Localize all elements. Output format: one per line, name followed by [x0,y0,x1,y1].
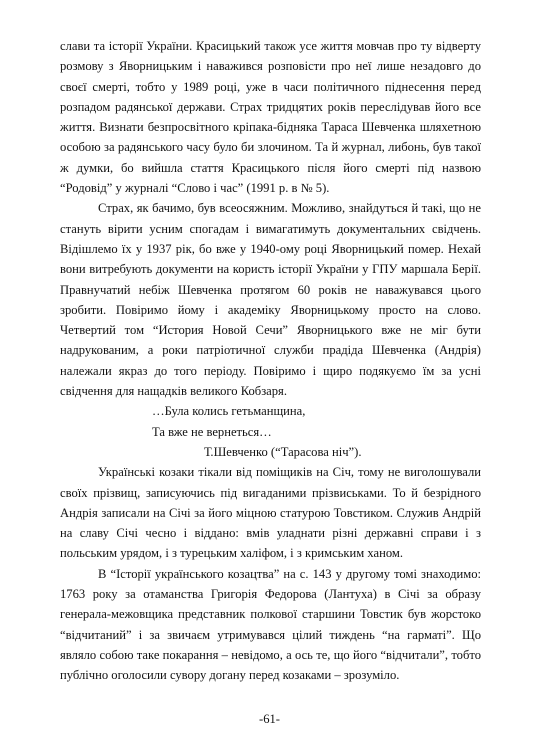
verse-line-2: Та вже не вернеться… [152,424,272,439]
verse-quote [60,401,481,442]
paragraph-2: Страх, як бачимо, був всеосяжним. Можливо, знайдуться й такі, що не стануть вірити усним спогадам і вимагатимуть документальних свідчень. Відішлемо їх у 1937 рік, бо вже у 1940-ому році Яворницький помер. Нехай вони витребують документи на користь історії України у ГПУ маршала Берії. Правнучатий небіж Шевченка протягом 60 років не наважувався цього зробити. Повіримо йому і академіку Яворницькому просто на слово. Четвертий том “История Новой Сечи” Яворницького вже не міг бути надрукованим, а роки патріотичної служби прадіда Шевченка (Андрія) належали якраз до того періоду. Повіримо і щиро подякуємо їм за усні свідчення для нащадків великого Кобзаря. [60,201,481,399]
paragraph-3: Українські козаки тікали від поміщиків на Січ, тому не виголошували своїх прізвищ, записуючись під вигаданими прізвиськами. То й безрідного Андрія записали на Січі за його міцною статурою Товстиком. Служив Андрій на славу Січі чесно і віддано: вмів уладнати різні державні справи і з польським урядом, і з турецьким халіфом, і з кримським ханом. [60,465,481,561]
page-number: -61- [259,712,280,726]
verse-line-1: …Була колись гетьманщина, [152,404,306,419]
paragraph-4: В “Історії українського козацтва” на с. 143 у другому томі знаходимо: 1763 року за отаманства Григорія Федорова (Лантуха) в Січі за образу генерала-межовщика представник полкової старшини Товстик був жорстоко “відчитаний” і за звичаєм утримувався цілий тиждень “на гарматі”. Що являло собою таке покарання – невідомо, а ось те, що його “відчитали”, тобто публічно оголосили сувору догану перед козаками – зрозуміло. [60,566,481,683]
verse-attribution: Т.Шевченко (“Тарасова ніч”). [204,444,362,459]
paragraph-1: слави та історії України. Красицький також усе життя мовчав про ту відверту розмову з Яворницьким і наважився розповісти про неї лише незадовго до своєї смерті, тобто у 1989 році, уже в часи політичного піднесення перед розпадом радянської держави. Страх тридцятих років переслідував його все життя. Визнати безпросвітного кріпака-бідняка Тараса Шевченка шляхетною особою за радянського часу було би злочином. Та й журнал, либонь, був такої ж думки, бо вийшла стаття Красицького після його смерті під назвою “Родовід” у журналі “Слово і час” (1991 р. в № 5). [60,39,481,196]
